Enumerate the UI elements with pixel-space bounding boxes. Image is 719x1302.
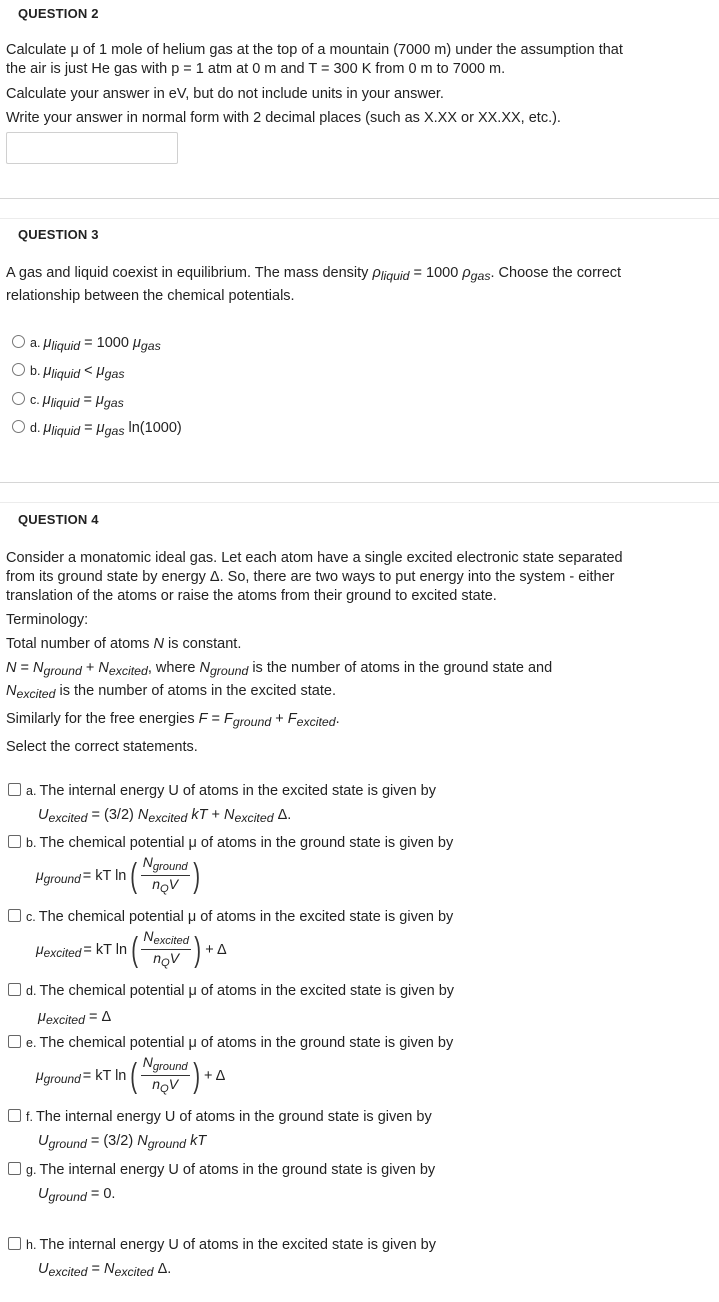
- q3-stem-line-2: relationship between the chemical potentials.: [6, 288, 295, 304]
- radio-button[interactable]: [12, 363, 25, 376]
- divider: [0, 502, 719, 503]
- q3-option-b[interactable]: b. $\mu_{liquid} < \mu_{gas}$: [12, 362, 124, 383]
- q4-text-line-3: translation of the atoms or raise the atoms from their ground to excited state.: [6, 588, 497, 604]
- q4-option-a-formula: $U_{excited} = (3/2)$ $N_{excited}$ kT + $N_{excited}$ Δ.: [38, 807, 292, 825]
- q4-terminology: Terminology:: [6, 612, 89, 628]
- radio-button[interactable]: [12, 392, 25, 405]
- q4-option-e-formula: $\mu_{ground}$ = kT ln ( $\frac{N_{ground}}{n_QV}$ ) + Δ: [36, 1054, 226, 1095]
- q3-option-a[interactable]: a. $\mu_{liquid} = 1000$ $\mu_{gas}$: [12, 334, 161, 355]
- q3-stem-line-1: A gas and liquid coexist in equilibrium. The mass density $\rho_{liquid} = 1000$ $\rho_{gas}$. Choose the correct: [6, 265, 622, 283]
- q4-free-energies: Similarly for the free energies $F = F_{ground} + F_{excited}$.: [6, 711, 340, 729]
- q2-text-line-1: Calculate μ of 1 mole of helium gas at the top of a mountain (7000 m) under the assumption that: [6, 42, 623, 58]
- q3-option-d[interactable]: d. $\mu_{liquid} = \mu_{gas}$ ln(1000): [12, 419, 182, 440]
- checkbox[interactable]: [8, 835, 21, 848]
- q4-option-h[interactable]: h. The internal energy U of atoms in the excited state is given by: [8, 1236, 436, 1254]
- checkbox[interactable]: [8, 983, 21, 996]
- q4-option-e[interactable]: e. The chemical potential μ of atoms in the ground state is given by: [8, 1034, 453, 1052]
- question-3-header: QUESTION 3: [18, 227, 99, 242]
- q4-option-g[interactable]: g. The internal energy U of atoms in the ground state is given by: [8, 1161, 435, 1179]
- checkbox[interactable]: [8, 1035, 21, 1048]
- radio-button[interactable]: [12, 420, 25, 433]
- q4-select-instruction: Select the correct statements.: [6, 739, 198, 755]
- q4-option-g-formula: $U_{ground} = 0$.: [38, 1186, 116, 1204]
- q4-text-line-1: Consider a monatomic ideal gas. Let each atom have a single excited electronic state separated: [6, 550, 623, 566]
- q2-text-line-2: the air is just He gas with p = 1 atm at 0 m and T = 300 K from 0 m to 7000 m.: [6, 61, 506, 77]
- q4-option-d[interactable]: d. The chemical potential μ of atoms in the excited state is given by: [8, 982, 454, 1000]
- checkbox[interactable]: [8, 1162, 21, 1175]
- q4-atoms-equation: $N = N_{ground} + N_{excited}$, where $N_{ground}$ is the number of atoms in the ground state and: [6, 660, 553, 678]
- question-2-header: QUESTION 2: [18, 6, 99, 21]
- checkbox[interactable]: [8, 783, 21, 796]
- q2-answer-input[interactable]: [6, 132, 178, 164]
- q4-option-f-formula: $U_{ground} = (3/2)$ $N_{ground}$ kT: [38, 1133, 207, 1151]
- checkbox[interactable]: [8, 909, 21, 922]
- q4-option-c[interactable]: c. The chemical potential μ of atoms in the excited state is given by: [8, 908, 453, 926]
- checkbox[interactable]: [8, 1237, 21, 1250]
- q4-option-f[interactable]: f. The internal energy U of atoms in the ground state is given by: [8, 1108, 432, 1126]
- q4-option-b-formula: $\mu_{ground}$ = kT ln ( $\frac{N_{ground}}{n_QV}$ ): [36, 854, 200, 895]
- q4-text-line-2: from its ground state by energy Δ. So, there are two ways to put energy into the system - either: [6, 569, 615, 585]
- divider: [0, 198, 719, 199]
- q3-option-c[interactable]: c. $\mu_{liquid} = \mu_{gas}$: [12, 391, 124, 412]
- divider: [0, 482, 719, 483]
- q4-option-d-formula: $\mu_{excited} = \Delta$: [38, 1009, 112, 1027]
- q4-option-a[interactable]: a. The internal energy U of atoms in the excited state is given by: [8, 782, 436, 800]
- q2-text-line-3: Calculate your answer in eV, but do not include units in your answer.: [6, 86, 444, 102]
- q4-option-c-formula: $\mu_{excited}$ = kT ln ( $\frac{N_{excited}}{n_QV}$ ) + Δ: [36, 928, 227, 969]
- q4-option-b[interactable]: b. The chemical potential μ of atoms in the ground state is given by: [8, 834, 453, 852]
- q4-atoms-equation-cont: $N_{excited}$ is the number of atoms in the excited state.: [6, 683, 336, 701]
- q2-text-line-4: Write your answer in normal form with 2 decimal places (such as X.XX or XX.XX, etc.).: [6, 110, 561, 126]
- checkbox[interactable]: [8, 1109, 21, 1122]
- radio-button[interactable]: [12, 335, 25, 348]
- question-4-header: QUESTION 4: [18, 512, 99, 527]
- divider: [0, 218, 719, 219]
- q4-total-atoms: Total number of atoms N is constant.: [6, 636, 242, 652]
- q4-option-h-formula: $U_{excited} = N_{excited}$ Δ.: [38, 1261, 172, 1279]
